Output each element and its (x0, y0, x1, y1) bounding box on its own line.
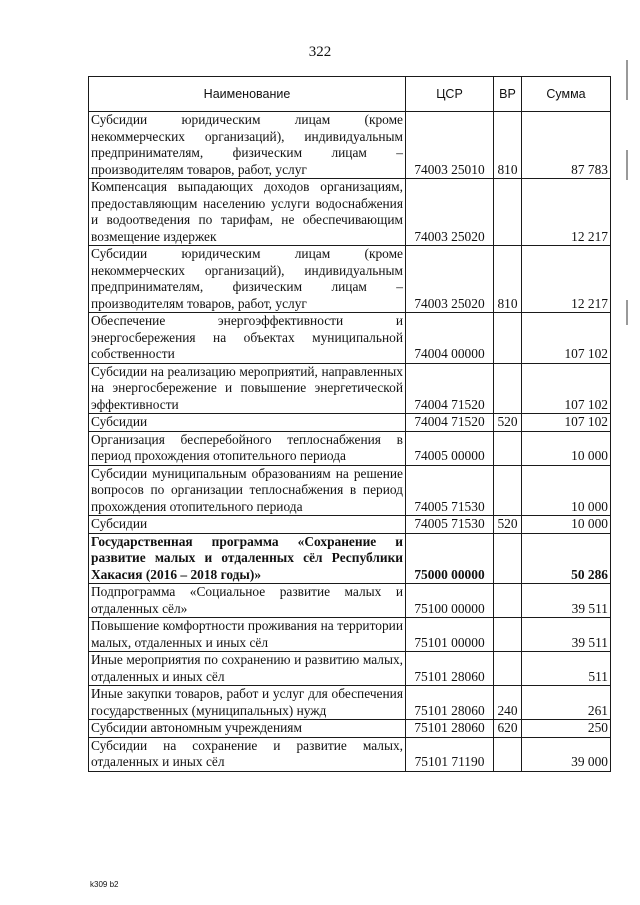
row-vr-cell (494, 363, 522, 414)
table-row (89, 179, 611, 246)
row-sum-cell: 50 286 (522, 533, 611, 584)
margin-mark (626, 300, 628, 325)
header-csr: ЦСР (406, 77, 494, 112)
row-csr-cell: 75100 00000 (406, 584, 494, 618)
row-csr-cell: 74004 71520 (406, 363, 494, 414)
row-vr-cell: 810 (494, 246, 522, 313)
table-row (89, 112, 611, 179)
budget-table (88, 76, 611, 772)
row-name-cell: Субсидии (89, 516, 406, 534)
row-name-cell: Субсидии на реализацию мероприятий, направленных на энергосбережение и повышение энергетической эффективности (89, 363, 406, 414)
row-sum-cell: 250 (522, 720, 611, 738)
row-name-cell: Иные закупки товаров, работ и услуг для обеспечения государственных (муниципальных) нужд (89, 686, 406, 720)
row-vr-cell (494, 179, 522, 246)
row-name-cell: Субсидии муниципальным образованиям на решение вопросов по организации теплоснабжения в период прохождения отопительного периода (89, 465, 406, 516)
row-name-cell: Государственная программа «Сохранение и развитие малых и отдаленных сёл Республики Хакасия (2016 – 2018 годы)» (89, 533, 406, 584)
row-vr-cell: 520 (494, 516, 522, 534)
row-csr-cell: 75000 00000 (406, 533, 494, 584)
row-vr-cell: 240 (494, 686, 522, 720)
margin-mark (626, 150, 628, 180)
row-csr-cell: 74003 25020 (406, 179, 494, 246)
table-row (89, 533, 611, 584)
row-name-cell: Обеспечение энергоэффективности и энергосбережения на объектах муниципальной собственности (89, 313, 406, 364)
table-row (89, 737, 611, 771)
row-sum-cell: 39 511 (522, 584, 611, 618)
header-name: Наименование (89, 77, 406, 112)
row-csr-cell: 74004 71520 (406, 414, 494, 432)
row-csr-cell: 74005 00000 (406, 431, 494, 465)
row-name-cell: Повышение комфортности проживания на территории малых, отдаленных и иных сёл (89, 618, 406, 652)
table-row (89, 720, 611, 738)
table-body (89, 112, 611, 772)
table-row (89, 465, 611, 516)
row-vr-cell (494, 618, 522, 652)
row-name-cell: Организация бесперебойного теплоснабжения в период прохождения отопительного периода (89, 431, 406, 465)
row-csr-cell: 74003 25020 (406, 246, 494, 313)
row-vr-cell: 620 (494, 720, 522, 738)
page-number: 322 (308, 44, 332, 60)
header-vr: ВР (494, 77, 522, 112)
row-sum-cell: 107 102 (522, 313, 611, 364)
row-sum-cell: 107 102 (522, 363, 611, 414)
row-vr-cell (494, 584, 522, 618)
row-sum-cell: 10 000 (522, 431, 611, 465)
row-sum-cell: 107 102 (522, 414, 611, 432)
margin-mark (626, 60, 628, 100)
table-row (89, 516, 611, 534)
row-name-cell: Подпрограмма «Социальное развитие малых и отдаленных сёл» (89, 584, 406, 618)
row-sum-cell: 12 217 (522, 179, 611, 246)
table-row (89, 584, 611, 618)
row-sum-cell: 87 783 (522, 112, 611, 179)
row-csr-cell: 75101 28060 (406, 720, 494, 738)
row-sum-cell: 12 217 (522, 246, 611, 313)
row-vr-cell (494, 313, 522, 364)
row-sum-cell: 39 000 (522, 737, 611, 771)
row-name-cell: Субсидии автономным учреждениям (89, 720, 406, 738)
row-name-cell: Субсидии на сохранение и развитие малых, отдаленных и иных сёл (89, 737, 406, 771)
row-vr-cell (494, 652, 522, 686)
table-row (89, 246, 611, 313)
row-csr-cell: 75101 00000 (406, 618, 494, 652)
row-vr-cell (494, 431, 522, 465)
table-row (89, 686, 611, 720)
row-sum-cell: 261 (522, 686, 611, 720)
row-sum-cell: 10 000 (522, 516, 611, 534)
row-csr-cell: 74004 00000 (406, 313, 494, 364)
table-row (89, 431, 611, 465)
table-row (89, 652, 611, 686)
row-name-cell: Иные мероприятия по сохранению и развитию малых, отдаленных и иных сёл (89, 652, 406, 686)
table-row (89, 414, 611, 432)
row-name-cell: Субсидии (89, 414, 406, 432)
footer-code: k309 b2 (90, 880, 119, 889)
row-name-cell: Компенсация выпадающих доходов организациям, предоставляющим населению услуги водоснабжения и водоотведения по тарифам, не обеспечивающим возмещение издержек (89, 179, 406, 246)
table-row (89, 313, 611, 364)
row-csr-cell: 75101 28060 (406, 686, 494, 720)
row-vr-cell (494, 533, 522, 584)
row-name-cell: Субсидии юридическим лицам (кроме некоммерческих организаций), индивидуальным предпринимателям, физическим лицам – производителям товаров, работ, услуг (89, 112, 406, 179)
row-vr-cell: 520 (494, 414, 522, 432)
row-csr-cell: 74005 71530 (406, 465, 494, 516)
row-csr-cell: 74003 25010 (406, 112, 494, 179)
header-sum: Сумма (522, 77, 611, 112)
table-row (89, 618, 611, 652)
row-vr-cell (494, 737, 522, 771)
table-header-row (89, 77, 611, 112)
row-sum-cell: 39 511 (522, 618, 611, 652)
row-csr-cell: 75101 28060 (406, 652, 494, 686)
row-name-cell: Субсидии юридическим лицам (кроме некоммерческих организаций), индивидуальным предпринимателям, физическим лицам – производителям товаров, работ, услуг (89, 246, 406, 313)
row-sum-cell: 10 000 (522, 465, 611, 516)
row-csr-cell: 75101 71190 (406, 737, 494, 771)
row-vr-cell (494, 465, 522, 516)
row-csr-cell: 74005 71530 (406, 516, 494, 534)
row-sum-cell: 511 (522, 652, 611, 686)
row-vr-cell: 810 (494, 112, 522, 179)
table-row (89, 363, 611, 414)
